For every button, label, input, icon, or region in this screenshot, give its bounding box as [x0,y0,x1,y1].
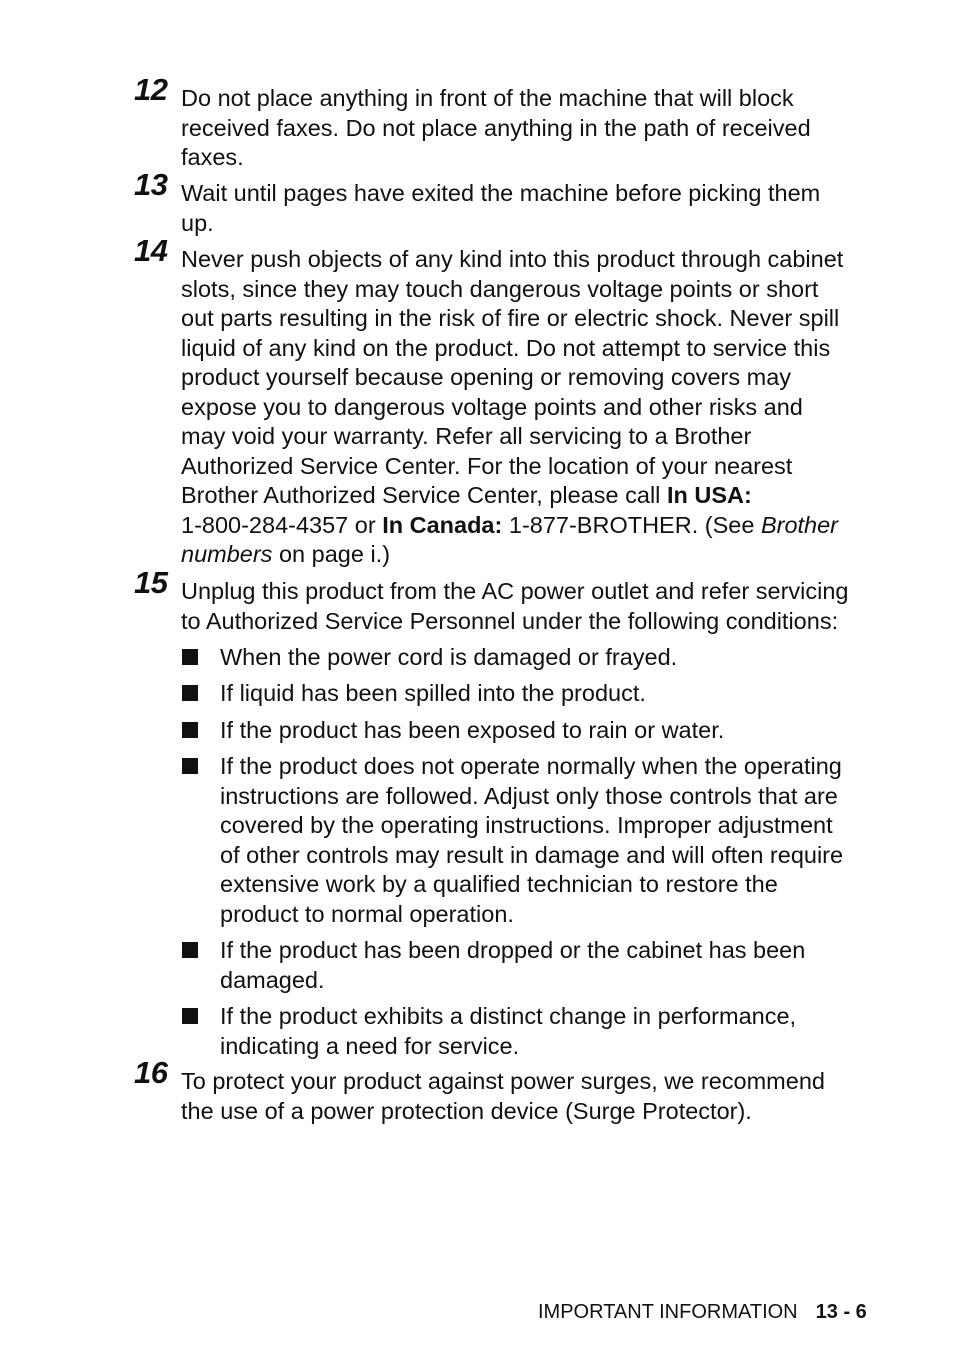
square-bullet-icon [182,1008,198,1024]
text-line [181,481,881,511]
text-line: damaged. [220,966,325,993]
item-number: 16 [134,1055,168,1090]
text-line: product yourself because opening or removing covers may [181,364,792,390]
bullet-text [220,643,880,673]
text-line: product to normal operation. [220,900,514,927]
item-text [181,84,881,173]
text-line: up. [181,209,214,236]
text-line: faxes. [181,144,244,170]
item-text [181,1067,881,1126]
text-line: out parts resulting in the risk of fire or electric shock. Never spill [181,305,840,331]
item-text [181,577,881,636]
square-bullet-icon [182,722,198,738]
text-line: If the product does not operate normally when the operating [220,753,842,779]
text-line: If liquid has been spilled into the product. [220,680,646,706]
text-line: the use of a power protection device (Surge Protector). [181,1097,752,1124]
bullet-text [220,679,880,709]
page-footer [538,1300,867,1324]
text-line: instructions are followed. Adjust only those controls that are [220,782,838,809]
text-line: of other controls may result in damage and will often require [220,841,844,868]
item-number: 12 [134,72,168,107]
bullet-text [220,936,880,995]
square-bullet-icon [182,649,198,665]
text-line: may void your warranty. Refer all servicing to a Brother [181,423,752,449]
item-text [181,245,881,570]
text-line: expose you to dangerous voltage points and other risks and [181,393,803,420]
reference-italic: numbers [181,541,273,567]
usa-label: In USA: [666,482,752,508]
text-line: Never push objects of any kind into this product through cabinet [181,246,844,272]
text-line: Do not place anything in front of the machine that will block [181,85,794,111]
text-line: Wait until pages have exited the machine before picking them [181,180,821,206]
item-number: 14 [134,233,168,268]
canada-phone: 1-877-BROTHER. (See [508,511,755,538]
reference-italic: Brother [760,511,839,538]
text-line: extensive work by a qualified technician to restore the [220,871,778,897]
text-line: Unplug this product from the AC power outlet and refer servicing [181,578,849,604]
text-line: slots, since they may touch dangerous voltage points or short [181,275,819,302]
footer-page-number: 13 - 6 [815,1301,867,1323]
item-number: 15 [134,565,168,600]
text-line: covered by the operating instructions. Improper adjustment [220,812,833,838]
text-line: If the product has been dropped or the cabinet has been [220,937,806,963]
text-line [181,540,881,570]
text-line: If the product exhibits a distinct change in performance, [220,1003,797,1029]
text-line: received faxes. Do not place anything in the path of received [181,114,811,141]
square-bullet-icon [182,685,198,701]
text-line: When the power cord is damaged or frayed. [220,644,678,670]
text-line: To protect your product against power surges, we recommend [181,1068,825,1094]
item-number: 13 [134,167,168,202]
text-line: liquid of any kind on the product. Do not attempt to service this [181,334,831,361]
text-line: indicating a need for service. [220,1032,520,1059]
item-text [181,179,881,238]
footer-section-title: IMPORTANT INFORMATION [538,1301,798,1323]
usa-phone: 1-800-284-4357 or [181,511,376,538]
square-bullet-icon [182,758,198,774]
text-line [181,511,881,541]
square-bullet-icon [182,942,198,958]
bullet-text [220,1002,880,1061]
reference-tail: on page i.) [278,541,391,567]
bullet-text [220,752,880,929]
bullet-text [220,716,880,746]
text-line: If the product has been exposed to rain or water. [220,717,725,743]
canada-label: In Canada: [382,511,503,538]
text-line: Authorized Service Center. For the location of your nearest [181,452,793,479]
text-line: to Authorized Service Personnel under the following conditions: [181,607,839,634]
text-line-part: Brother Authorized Service Center, please call [181,482,661,508]
